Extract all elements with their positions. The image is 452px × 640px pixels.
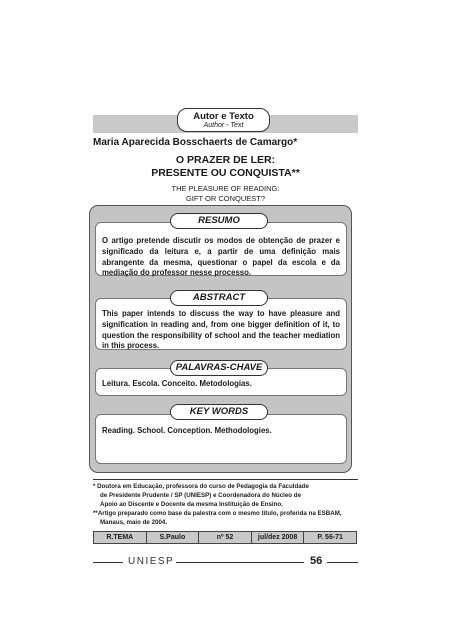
page-number: 56	[310, 555, 323, 567]
abstract-heading: ABSTRACT	[170, 290, 268, 306]
resumo-box	[95, 222, 347, 276]
footnote-1-line-2: de Presidente Prudente / SP (UNIESP) e Coordenadora do Núcleo de	[100, 492, 302, 499]
footer-brand: UNIESP	[128, 556, 175, 567]
footer-rule-middle	[176, 562, 304, 563]
citation-bar	[93, 531, 357, 544]
section-tag-subtitle: Author - Text	[203, 122, 244, 129]
citation-journal: R.TEMA	[94, 532, 147, 543]
english-title-line2: GIFT OR CONQUEST?	[185, 194, 266, 203]
citation-period: jul/dez 2008	[252, 532, 305, 543]
footnote-2-line-2: Manaus, maio de 2004.	[100, 519, 168, 526]
footnote-1-line-1: * Doutora em Educação, professora do curso de Pedagogia da Faculdade	[93, 483, 309, 490]
english-title-line1: THE PLEASURE OF READING:	[171, 184, 280, 193]
key-words-heading: KEY WORDS	[170, 404, 268, 420]
footer-rule-left	[93, 562, 123, 563]
footnote-1-line-3: Apoio ao Discente e Docente da mesma Instituição de Ensino.	[100, 501, 283, 508]
resumo-text: O artigo pretende discutir os modos de obtenção de prazer e significado da leitura e, a partir de uma definição mais abrangente da mesma, questionar o papel da escola e da mediação do professor nesse processo.	[102, 236, 340, 278]
resumo-heading: RESUMO	[170, 213, 268, 229]
author-name: Maria Aparecida Bosschaerts de Camargo*	[93, 137, 298, 148]
citation-number: nº 52	[199, 532, 252, 543]
footnote-2-line-1: **Artigo preparado como base da palestra com o mesmo título, proferida na ESBAM,	[93, 510, 342, 517]
section-tag	[177, 108, 270, 132]
key-words-text: Reading. School. Conception. Methodologies.	[102, 426, 272, 435]
palavras-chave-heading: PALAVRAS-CHAVE	[170, 360, 268, 376]
article-title-line2: PRESENTE OU CONQUISTA**	[151, 167, 300, 179]
footnotes	[93, 479, 358, 528]
section-tag-title: Autor e Texto	[193, 111, 254, 122]
article-title-line1: O PRAZER DE LER:	[175, 154, 276, 166]
citation-city: S.Paulo	[147, 532, 200, 543]
footer-rule-right	[327, 562, 358, 563]
key-words-box	[95, 414, 347, 464]
citation-pages: P. 56-71	[317, 534, 343, 541]
abstract-text: This paper intends to discuss the way to have pleasure and signification in reading and, from one bigger definition of it, to question the responsibility of school and the teacher mediation in this process.	[102, 309, 340, 351]
palavras-chave-text: Leitura. Escola. Conceito. Metodologias.	[102, 379, 252, 388]
